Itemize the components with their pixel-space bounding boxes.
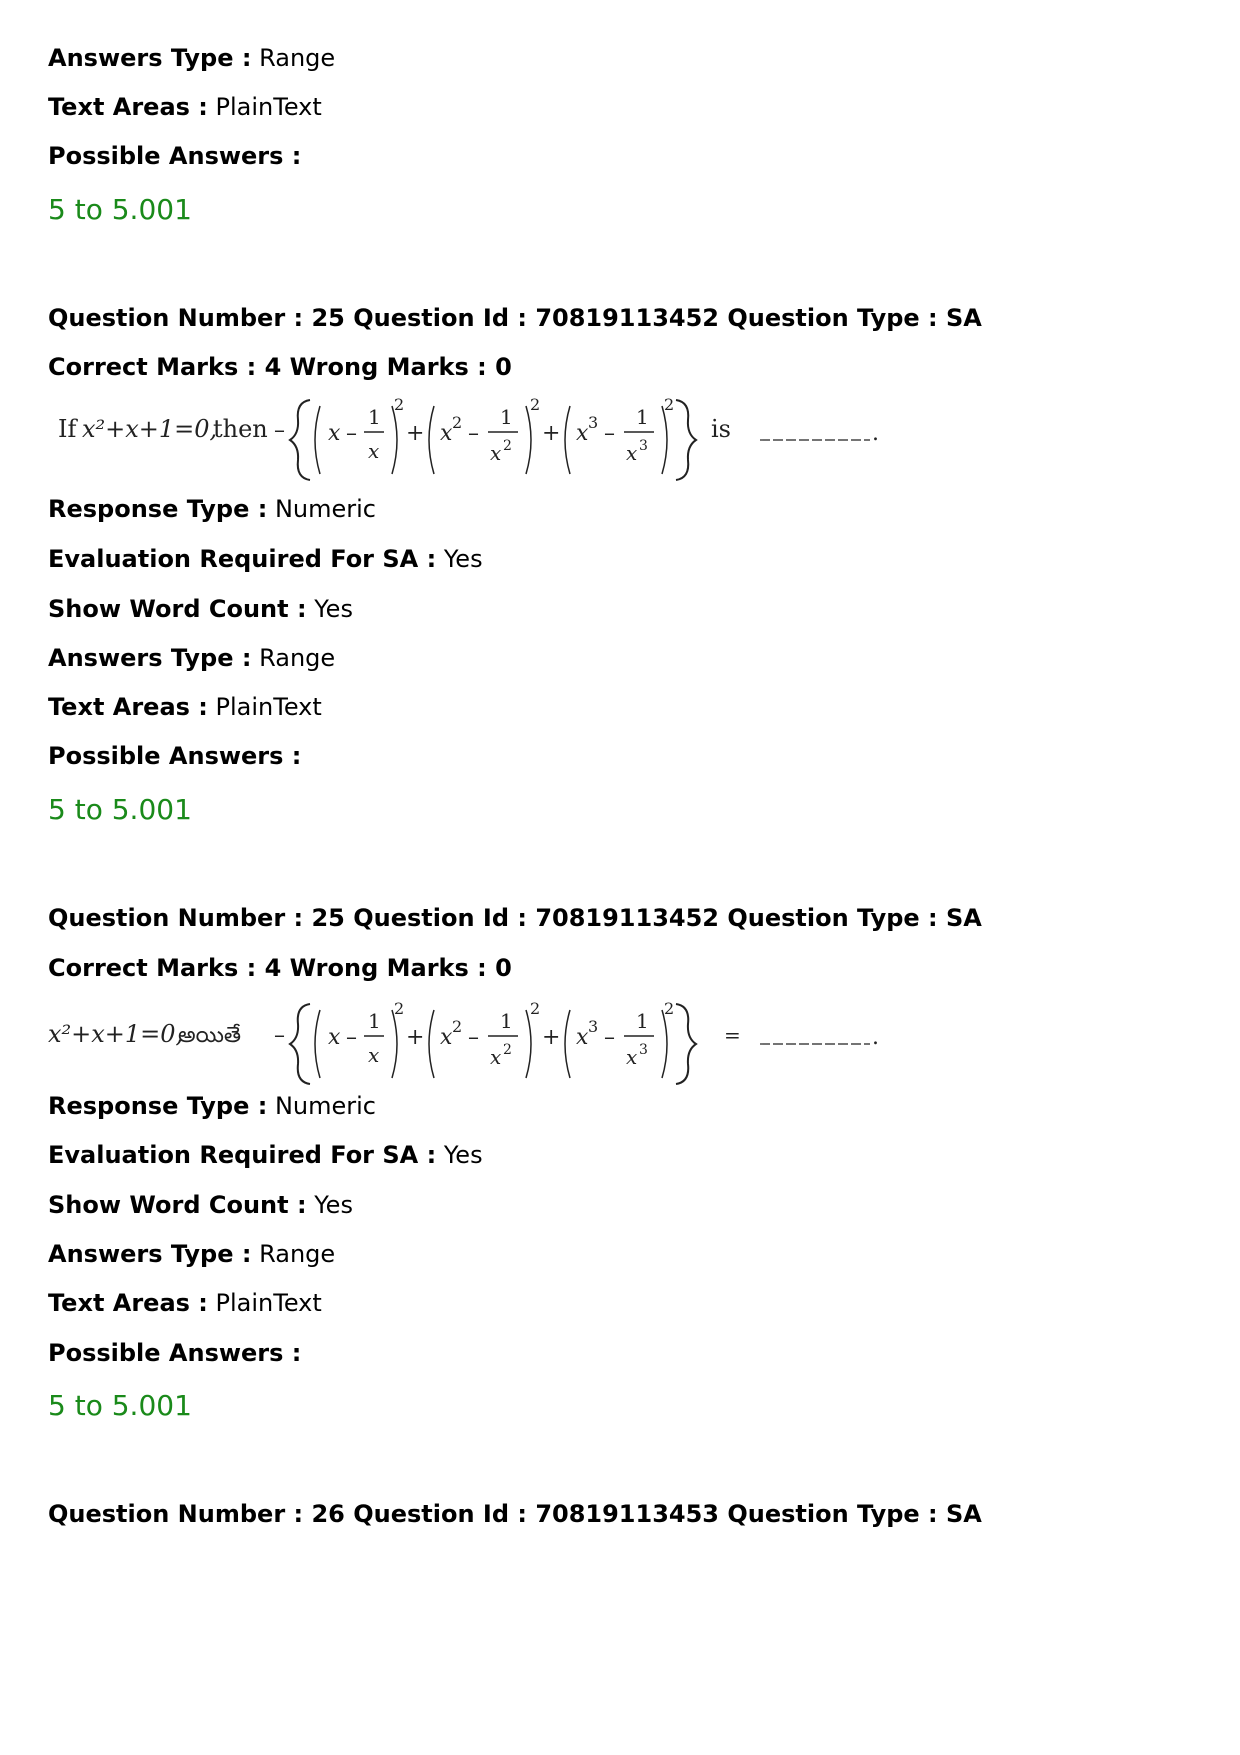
question-header: Question Number : 25 Question Id : 70819113452 Question Type : SA bbox=[48, 304, 982, 332]
question-equation-english bbox=[48, 392, 948, 492]
svg-text:–: – bbox=[346, 1025, 357, 1050]
svg-text:1: 1 bbox=[368, 1009, 381, 1033]
marks-line: Correct Marks : 4 Wrong Marks : 0 bbox=[48, 353, 512, 381]
response-type-line: Response Type : Numeric bbox=[48, 495, 376, 523]
svg-text:+: + bbox=[406, 421, 425, 446]
svg-text:x: x bbox=[576, 1025, 589, 1050]
question-header: Question Number : 26 Question Id : 70819113453 Question Type : SA bbox=[48, 1500, 982, 1528]
text-areas-line: Text Areas : PlainText bbox=[48, 1289, 322, 1317]
svg-text:3: 3 bbox=[588, 1017, 599, 1036]
svg-text:.: . bbox=[872, 1025, 879, 1050]
svg-text:.: . bbox=[872, 421, 879, 446]
possible-answer-value: 5 to 5.001 bbox=[48, 793, 192, 826]
svg-text:x: x bbox=[440, 1025, 453, 1050]
response-type-line: Response Type : Numeric bbox=[48, 1092, 376, 1120]
answers-type-line: Answers Type : Range bbox=[48, 1240, 336, 1268]
eq-then-telugu: అయితే bbox=[178, 1023, 242, 1048]
possible-answer-value: 5 to 5.001 bbox=[48, 193, 192, 226]
svg-text:2: 2 bbox=[503, 438, 512, 454]
svg-text:–: – bbox=[346, 421, 357, 446]
svg-text:2: 2 bbox=[664, 395, 675, 414]
svg-text:–: – bbox=[468, 421, 479, 446]
possible-answers-label: Possible Answers : bbox=[48, 742, 302, 770]
svg-text:x: x bbox=[490, 1045, 502, 1069]
svg-text:2: 2 bbox=[503, 1042, 512, 1058]
svg-text:x: x bbox=[576, 421, 589, 446]
svg-text:3: 3 bbox=[588, 413, 599, 432]
svg-text:+: + bbox=[406, 1025, 425, 1050]
evaluation-required-line: Evaluation Required For SA : Yes bbox=[48, 1141, 483, 1169]
svg-text:–: – bbox=[274, 1023, 285, 1048]
possible-answers-label: Possible Answers : bbox=[48, 142, 302, 170]
svg-text:x: x bbox=[440, 421, 453, 446]
svg-text:1: 1 bbox=[368, 405, 381, 429]
svg-text:x: x bbox=[626, 441, 638, 465]
eq-expression bbox=[274, 999, 696, 1084]
evaluation-required-line: Evaluation Required For SA : Yes bbox=[48, 545, 483, 573]
answers-type-line: Answers Type : Range bbox=[48, 44, 336, 72]
svg-text:x: x bbox=[328, 421, 341, 446]
svg-text:1: 1 bbox=[500, 1009, 513, 1033]
svg-text:+: + bbox=[542, 421, 561, 446]
show-word-count-line: Show Word Count : Yes bbox=[48, 595, 353, 623]
question-header: Question Number : 25 Question Id : 70819113452 Question Type : SA bbox=[48, 904, 982, 932]
question-equation-telugu bbox=[48, 992, 948, 1092]
eq-condition: x²+x+1=0, bbox=[82, 415, 218, 443]
svg-text:3: 3 bbox=[639, 438, 648, 454]
svg-text:2: 2 bbox=[452, 413, 463, 432]
svg-text:1: 1 bbox=[636, 405, 649, 429]
possible-answer-value: 5 to 5.001 bbox=[48, 1389, 192, 1422]
text-areas-line: Text Areas : PlainText bbox=[48, 93, 322, 121]
svg-text:2: 2 bbox=[452, 1017, 463, 1036]
svg-text:2: 2 bbox=[530, 395, 541, 414]
eq-expression bbox=[274, 395, 696, 480]
possible-answers-label: Possible Answers : bbox=[48, 1339, 302, 1367]
eq-suffix: is bbox=[711, 415, 731, 443]
svg-text:–: – bbox=[468, 1025, 479, 1050]
answers-type-line: Answers Type : Range bbox=[48, 644, 336, 672]
svg-text:–: – bbox=[604, 1025, 615, 1050]
svg-text:+: + bbox=[542, 1025, 561, 1050]
svg-text:x: x bbox=[626, 1045, 638, 1069]
svg-text:3: 3 bbox=[639, 1042, 648, 1058]
svg-text:2: 2 bbox=[394, 999, 405, 1018]
eq-suffix: = bbox=[724, 1023, 741, 1047]
svg-text:2: 2 bbox=[664, 999, 675, 1018]
svg-text:–: – bbox=[274, 418, 285, 443]
eq-if: If bbox=[58, 415, 77, 443]
text-areas-line: Text Areas : PlainText bbox=[48, 693, 322, 721]
svg-text:2: 2 bbox=[530, 999, 541, 1018]
svg-text:x: x bbox=[368, 1043, 380, 1067]
svg-text:x: x bbox=[368, 439, 380, 463]
svg-text:2: 2 bbox=[394, 395, 405, 414]
svg-text:–: – bbox=[604, 421, 615, 446]
eq-then: then bbox=[213, 415, 268, 443]
svg-text:x: x bbox=[328, 1025, 341, 1050]
marks-line: Correct Marks : 4 Wrong Marks : 0 bbox=[48, 954, 512, 982]
show-word-count-line: Show Word Count : Yes bbox=[48, 1191, 353, 1219]
svg-text:1: 1 bbox=[636, 1009, 649, 1033]
svg-text:1: 1 bbox=[500, 405, 513, 429]
svg-text:x: x bbox=[490, 441, 502, 465]
eq-condition: x²+x+1=0, bbox=[48, 1020, 184, 1048]
